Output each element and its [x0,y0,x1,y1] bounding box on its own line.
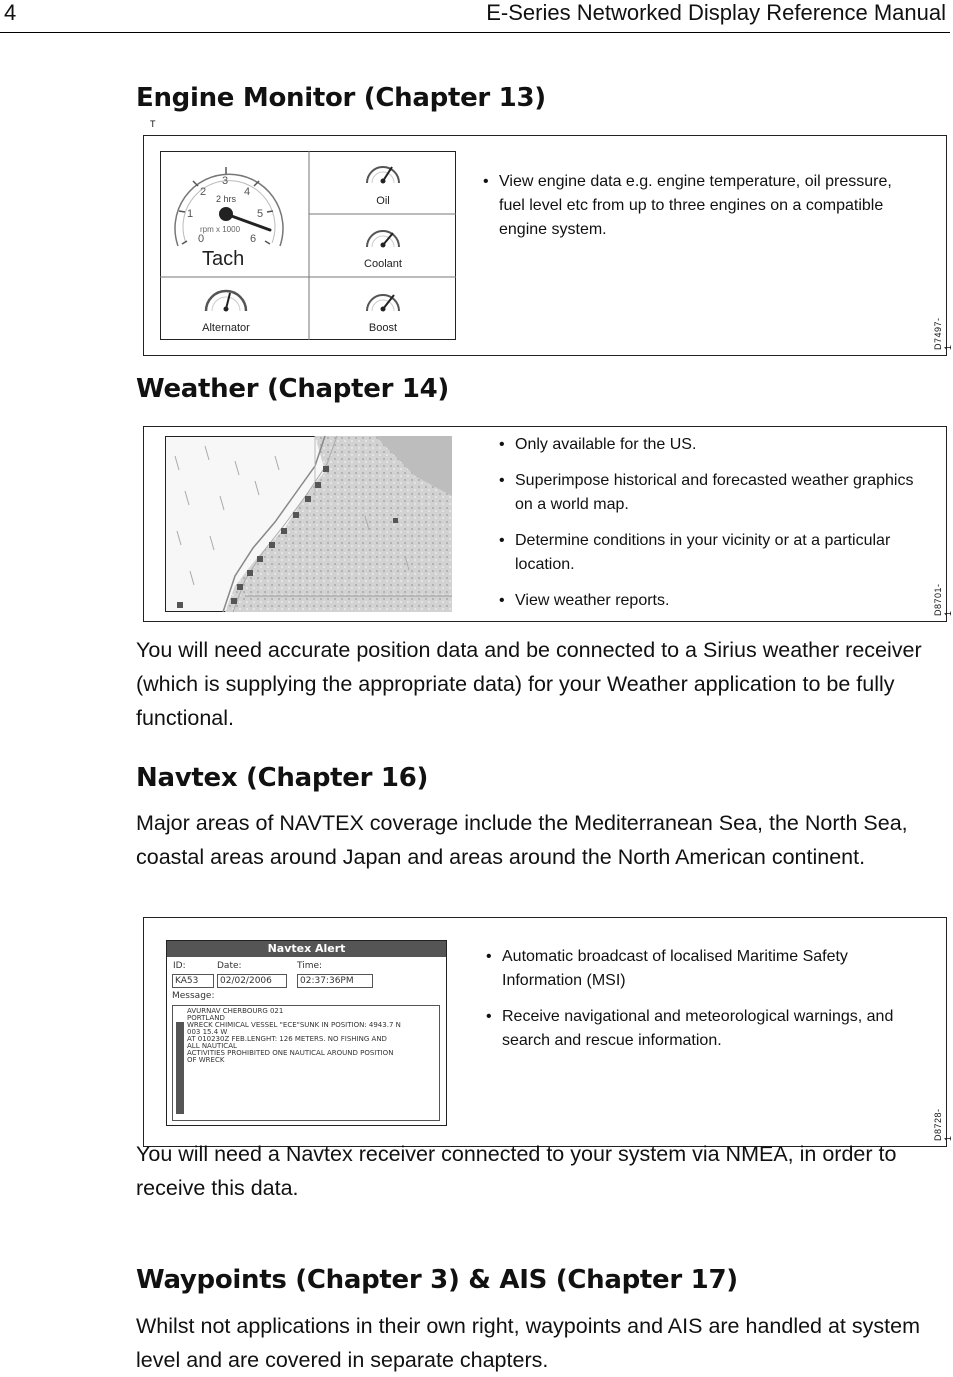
weather-figure-code: D8701-1 [933,583,953,616]
date-field: 02/02/2006 [217,974,287,988]
weather-bullet: • View weather reports. [497,589,927,613]
navtex-panel [143,917,953,1147]
navtex-bullets [484,945,914,1065]
tach-label: Tach [202,248,245,270]
alternator-label: Alternator [202,322,250,334]
navtex-intro: Major areas of NAVTEX coverage include the Mediterranean Sea, the North Sea, coastal areas around Japan and areas around the North American continent. [136,811,908,869]
weather-bullet: • Only available for the US. [497,433,927,457]
tach-tick-0: 0 [198,233,205,245]
waypoints-heading: Waypoints (Chapter 3) & AIS (Chapter 17) [136,1265,738,1295]
oil-label: Oil [376,195,390,207]
margin-mark: T [150,119,156,129]
engine-gauges-figure [160,151,456,340]
message-line: ACTIVITIES PROHIBITED ONE NAUTICAL AROUND POSITION [187,1049,394,1057]
boost-label: Boost [368,322,398,334]
weather-bullet: • Superimpose historical and forecasted weather graphics on a world map. [497,469,927,517]
tach-tick-5: 5 [257,208,264,220]
message-label: Message: [172,991,215,1001]
date-label: Date: [217,961,242,971]
navtex-alert-title: Navtex Alert [167,941,446,957]
message-line: AT 010230Z FEB.LENGHT: 126 METERS. NO FISHING AND [187,1035,387,1043]
navtex-bullet: • Receive navigational and meteorological warnings, and search and rescue information. [484,1005,914,1053]
weather-paragraph: You will need accurate position data and be connected to a Sirius weather receiver (which is supplying the appropriate data) for your Weather application to be fully functional. [136,638,922,730]
running-title: E-Series Networked Display Reference Manual [486,0,946,25]
message-text [187,1008,437,1064]
weather-bullet: • Determine conditions in your vicinity or at a particular location. [497,529,927,577]
message-line: 003 15.4 W [187,1028,228,1036]
message-box [172,1005,440,1121]
time-label: Time: [297,961,323,971]
message-scrollbar[interactable] [176,1022,184,1114]
message-line: WRECK CHIMICAL VESSEL "ECE"SUNK IN POSITION: 4943.7 N [187,1021,401,1029]
navtex-paragraph: You will need a Navtex receiver connected to your system via NMEA, in order to receive this data. [136,1142,897,1200]
engine-figure-code: D7497-1 [933,317,953,350]
engine-monitor-heading: Engine Monitor (Chapter 13) [136,83,546,113]
time-field: 02:37:36PM [297,974,373,988]
navtex-heading: Navtex (Chapter 16) [136,763,429,793]
page-number: 4 [4,0,17,25]
weather-map-figure [165,436,452,612]
engine-bullet: • View engine data e.g. engine temperature, oil pressure, fuel level etc from up to three engines on a compatible engine system. [481,170,911,242]
message-line: PORTLAND [187,1014,225,1022]
id-label: ID: [173,961,186,971]
tach-hours: 2 hrs [216,194,237,204]
engine-monitor-panel [143,135,953,356]
tach-tick-1: 1 [187,208,194,220]
header-rule [0,32,950,33]
navtex-bullet: • Automatic broadcast of localised Maritime Safety Information (MSI) [484,945,914,993]
id-field: KA53 [172,974,214,988]
weather-heading: Weather (Chapter 14) [136,374,450,404]
tach-units: rpm x 1000 [200,225,241,234]
message-line: ALL NAUTICAL [187,1042,237,1050]
message-line: OF WRECK [187,1056,225,1064]
tach-tick-2: 2 [200,186,207,198]
navtex-alert-dialog [166,940,447,1126]
tach-tick-3: 3 [222,175,229,187]
tach-tick-6: 6 [250,233,257,245]
message-line: AVURNAV CHERBOURG 021 [187,1007,284,1015]
navtex-figure-code: D8728-1 [933,1108,953,1141]
coolant-label: Coolant [364,258,402,270]
weather-panel [143,426,953,622]
tach-tick-4: 4 [244,186,251,198]
waypoints-paragraph: Whilst not applications in their own right, waypoints and AIS are handled at system level and are covered in separate chapters. [136,1314,920,1372]
weather-bullets [497,433,927,625]
engine-bullets [481,170,911,254]
